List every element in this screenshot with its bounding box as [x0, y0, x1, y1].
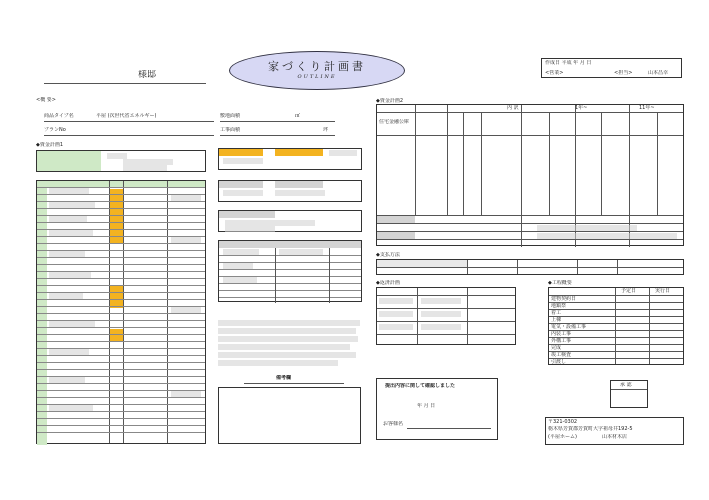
approval-label: 承 認	[620, 382, 632, 388]
title-oval	[229, 51, 405, 90]
schedule-table	[376, 287, 516, 345]
honorific: 様邸	[138, 70, 157, 80]
construction-row-label: 外構工事	[551, 338, 572, 344]
middle-table-2	[218, 180, 362, 202]
bank-heading: ◆支払方法	[376, 252, 400, 258]
sales-label: <営業>	[545, 70, 564, 76]
floor-area-unit: 坪	[323, 127, 329, 133]
construction-row-label: 引渡し	[551, 359, 567, 365]
customer-name-underline	[44, 83, 206, 84]
construction-heading: ◆工程概要	[548, 280, 572, 286]
construction-row-label: 着工	[551, 310, 562, 316]
funding1-heading: ◆資金計画1	[36, 142, 64, 148]
middle-table-4	[218, 240, 362, 302]
funding2-row-public: 住宅金融公庫	[379, 119, 410, 125]
plan-label: プランNo	[44, 127, 66, 133]
construction-row-label: 建物契約日	[551, 296, 577, 302]
construction-row-label: 完成	[551, 345, 562, 351]
construction-row-label: 地鎮祭	[551, 303, 567, 309]
construction-row-label: 電気・設備工事	[551, 324, 587, 330]
overview-heading: <概 要>	[36, 97, 56, 103]
site-area-unit: ㎡	[295, 113, 301, 119]
designer-name: 山本昌幸	[648, 70, 669, 76]
confirmation-sign: お客様名	[383, 421, 404, 427]
funding2-table	[376, 104, 684, 246]
bank-table	[376, 259, 684, 275]
confirmation-box[interactable]	[376, 378, 498, 440]
construction-row-label: 内装工事	[551, 331, 572, 337]
company-name-label: (平屋ホーム)	[548, 434, 577, 440]
middle-note-line	[218, 320, 360, 326]
middle-table-3	[218, 210, 362, 232]
funding1-main-table	[36, 180, 206, 444]
page-subtitle: OUTLINE	[297, 74, 337, 80]
remarks-heading: 備考欄	[276, 375, 292, 381]
type-label: 商品タイプ名	[44, 113, 74, 119]
designer-label: <担当>	[614, 70, 633, 76]
header-info-box	[541, 58, 682, 78]
company-address: 栃木県芳賀郡芳賀町大字祖母井192-5	[548, 426, 633, 432]
construction-col-actual: 実行日	[655, 288, 671, 294]
funding2-col-internal: 内 訳	[507, 105, 519, 111]
confirmation-date: 年 月 日	[417, 403, 436, 409]
company-name: 山本材木店	[602, 434, 628, 440]
floor-area-label: 工事面積	[220, 127, 241, 133]
approval-box[interactable]	[610, 380, 648, 408]
company-box	[545, 417, 684, 445]
date-label: 作成日 平成 年 月 日	[545, 60, 592, 66]
confirmation-heading: 提出内容に関して確認しました	[385, 383, 456, 389]
funding2-col-eleventh: 11年~	[639, 105, 655, 111]
construction-col-scheduled: 予定日	[621, 288, 637, 294]
middle-table-1	[218, 148, 362, 170]
construction-row-label: 上棟	[551, 317, 562, 323]
company-postal: 〒321-0302	[548, 419, 578, 425]
schedule-heading: ◆返済計画	[376, 280, 400, 286]
construction-row-label: 竣工検査	[551, 352, 572, 358]
funding1-top-table	[36, 150, 206, 172]
page-title: 家づくり計画書	[268, 60, 366, 73]
type-value: 平屋 (次世代省エネルギー)	[96, 113, 157, 119]
construction-table	[548, 287, 684, 365]
funding2-col-first: 1年~	[575, 105, 588, 111]
site-area-label: 敷地面積	[220, 113, 241, 119]
funding2-heading: ◆資金計画2	[376, 98, 404, 104]
remarks-box[interactable]	[218, 387, 361, 444]
